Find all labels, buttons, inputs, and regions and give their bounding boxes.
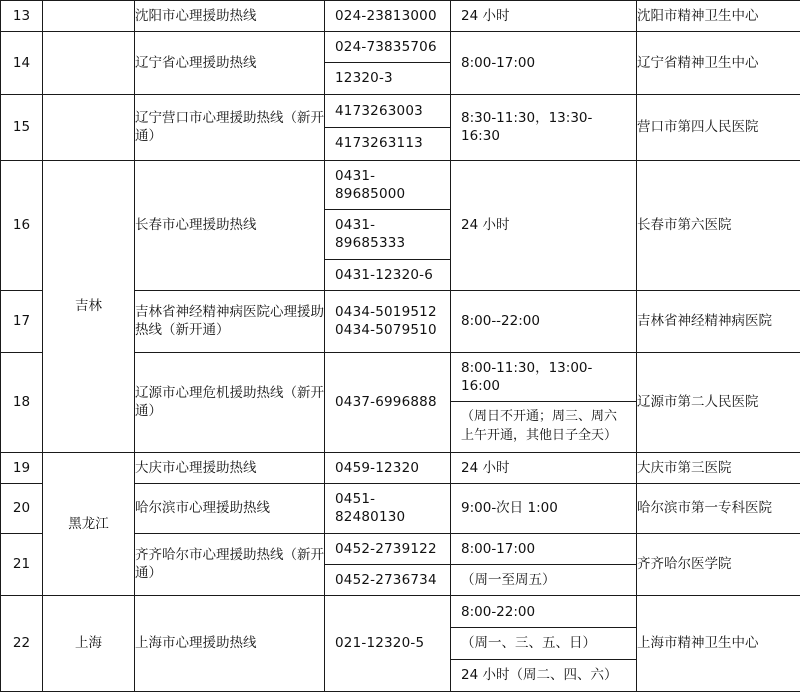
- service-time: 8:00-22:00: [451, 597, 636, 627]
- service-time-note: 24 小时（周二、四、六）: [451, 659, 636, 690]
- row-organization: 沈阳市精神卫生中心: [637, 1, 800, 32]
- row-phone: [325, 533, 451, 595]
- row-phone: [325, 452, 451, 483]
- row-hotline-name: 沈阳市心理援助热线: [135, 1, 325, 32]
- row-hotline-name: 上海市心理援助热线: [135, 595, 325, 691]
- table-row: [1, 160, 800, 290]
- phone-number: 0434-5079510: [325, 321, 450, 345]
- row-organization: 营口市第四人民医院: [637, 94, 800, 160]
- table-row: [1, 32, 800, 94]
- row-organization: 吉林省神经精神病医院: [637, 290, 800, 352]
- row-index: 13: [1, 1, 43, 32]
- row-hotline-name: 大庆市心理援助热线: [135, 452, 325, 483]
- row-phone: [325, 484, 451, 533]
- row-index: 21: [1, 533, 43, 595]
- row-time: [451, 595, 637, 691]
- table-row: [1, 94, 800, 160]
- row-organization: 大庆市第三医院: [637, 452, 800, 483]
- row-index: 20: [1, 484, 43, 533]
- row-time: [451, 533, 637, 595]
- row-hotline-name: 哈尔滨市心理援助热线: [135, 484, 325, 533]
- row-time: [451, 290, 637, 352]
- phone-number: 021-12320-5: [325, 628, 450, 658]
- service-time: 8:30-11:30，13:30-16:30: [451, 103, 636, 151]
- phone-number: 0431-89685000: [325, 161, 450, 209]
- phone-number: 12320-3: [325, 62, 450, 93]
- row-region: 吉林: [43, 160, 135, 452]
- phone-number: 024-73835706: [325, 32, 450, 62]
- phone-number: 0459-12320: [325, 453, 450, 483]
- phone-number: 024-23813000: [325, 1, 450, 31]
- row-hotline-name: 长春市心理援助热线: [135, 160, 325, 290]
- row-time: [451, 32, 637, 94]
- phone-number: 4173263003: [325, 96, 450, 126]
- row-organization: 辽宁省精神卫生中心: [637, 32, 800, 94]
- row-time: [451, 484, 637, 533]
- table-row: [1, 595, 800, 691]
- row-organization: 辽源市第二人民医院: [637, 352, 800, 452]
- table-row: [1, 452, 800, 483]
- row-index: 14: [1, 32, 43, 94]
- phone-number: 0452-2736734: [325, 564, 450, 595]
- table-row: [1, 1, 800, 32]
- phone-number: 0431-89685333: [325, 209, 450, 258]
- row-hotline-name: 辽宁省心理援助热线: [135, 32, 325, 94]
- row-hotline-name: 辽宁营口市心理援助热线（新开通）: [135, 94, 325, 160]
- row-phone: [325, 595, 451, 691]
- row-phone: [325, 352, 451, 452]
- row-hotline-name: 吉林省神经精神病医院心理援助热线（新开通）: [135, 290, 325, 352]
- row-time: [451, 352, 637, 452]
- service-time-note: （周一至周五）: [451, 564, 636, 595]
- row-index: 17: [1, 290, 43, 352]
- service-time: 24 小时: [451, 1, 636, 31]
- service-time: 24 小时: [451, 210, 636, 240]
- row-organization: 长春市第六医院: [637, 160, 800, 290]
- row-phone: [325, 160, 451, 290]
- row-phone: [325, 1, 451, 32]
- phone-number: 0434-5019512: [325, 297, 450, 321]
- row-time: [451, 452, 637, 483]
- row-index: 22: [1, 595, 43, 691]
- row-index: 18: [1, 352, 43, 452]
- service-time: 8:00-17:00: [451, 48, 636, 78]
- row-index: 15: [1, 94, 43, 160]
- row-time: [451, 94, 637, 160]
- phone-number: 0431-12320-6: [325, 259, 450, 290]
- service-time: 8:00-11:30，13:00-16:00: [451, 353, 636, 401]
- row-phone: [325, 94, 451, 160]
- row-organization: 上海市精神卫生中心: [637, 595, 800, 691]
- phone-number: 0451-82480130: [325, 484, 450, 532]
- row-index: 16: [1, 160, 43, 290]
- service-time-note: （周一、三、五、日）: [451, 627, 636, 658]
- row-phone: [325, 290, 451, 352]
- row-organization: 齐齐哈尔医学院: [637, 533, 800, 595]
- phone-number: 0437-6996888: [325, 387, 450, 417]
- service-time: 8:00--22:00: [451, 306, 636, 336]
- phone-number: 4173263113: [325, 127, 450, 158]
- row-region: [43, 94, 135, 160]
- row-region: [43, 1, 135, 32]
- service-time: 9:00-次日 1:00: [451, 493, 636, 523]
- row-region: 黑龙江: [43, 452, 135, 595]
- row-hotline-name: 辽源市心理危机援助热线（新开通）: [135, 352, 325, 452]
- row-time: [451, 160, 637, 290]
- row-region: [43, 32, 135, 94]
- row-time: [451, 1, 637, 32]
- row-phone: [325, 32, 451, 94]
- service-time-note: （周日不开通；周三、周六上午开通，其他日子全天）: [451, 401, 636, 452]
- service-time: 8:00-17:00: [451, 534, 636, 564]
- row-index: 19: [1, 452, 43, 483]
- row-hotline-name: 齐齐哈尔市心理援助热线（新开通）: [135, 533, 325, 595]
- phone-number: 0452-2739122: [325, 534, 450, 564]
- row-region: 上海: [43, 595, 135, 691]
- row-organization: 哈尔滨市第一专科医院: [637, 484, 800, 533]
- service-time: 24 小时: [451, 453, 636, 483]
